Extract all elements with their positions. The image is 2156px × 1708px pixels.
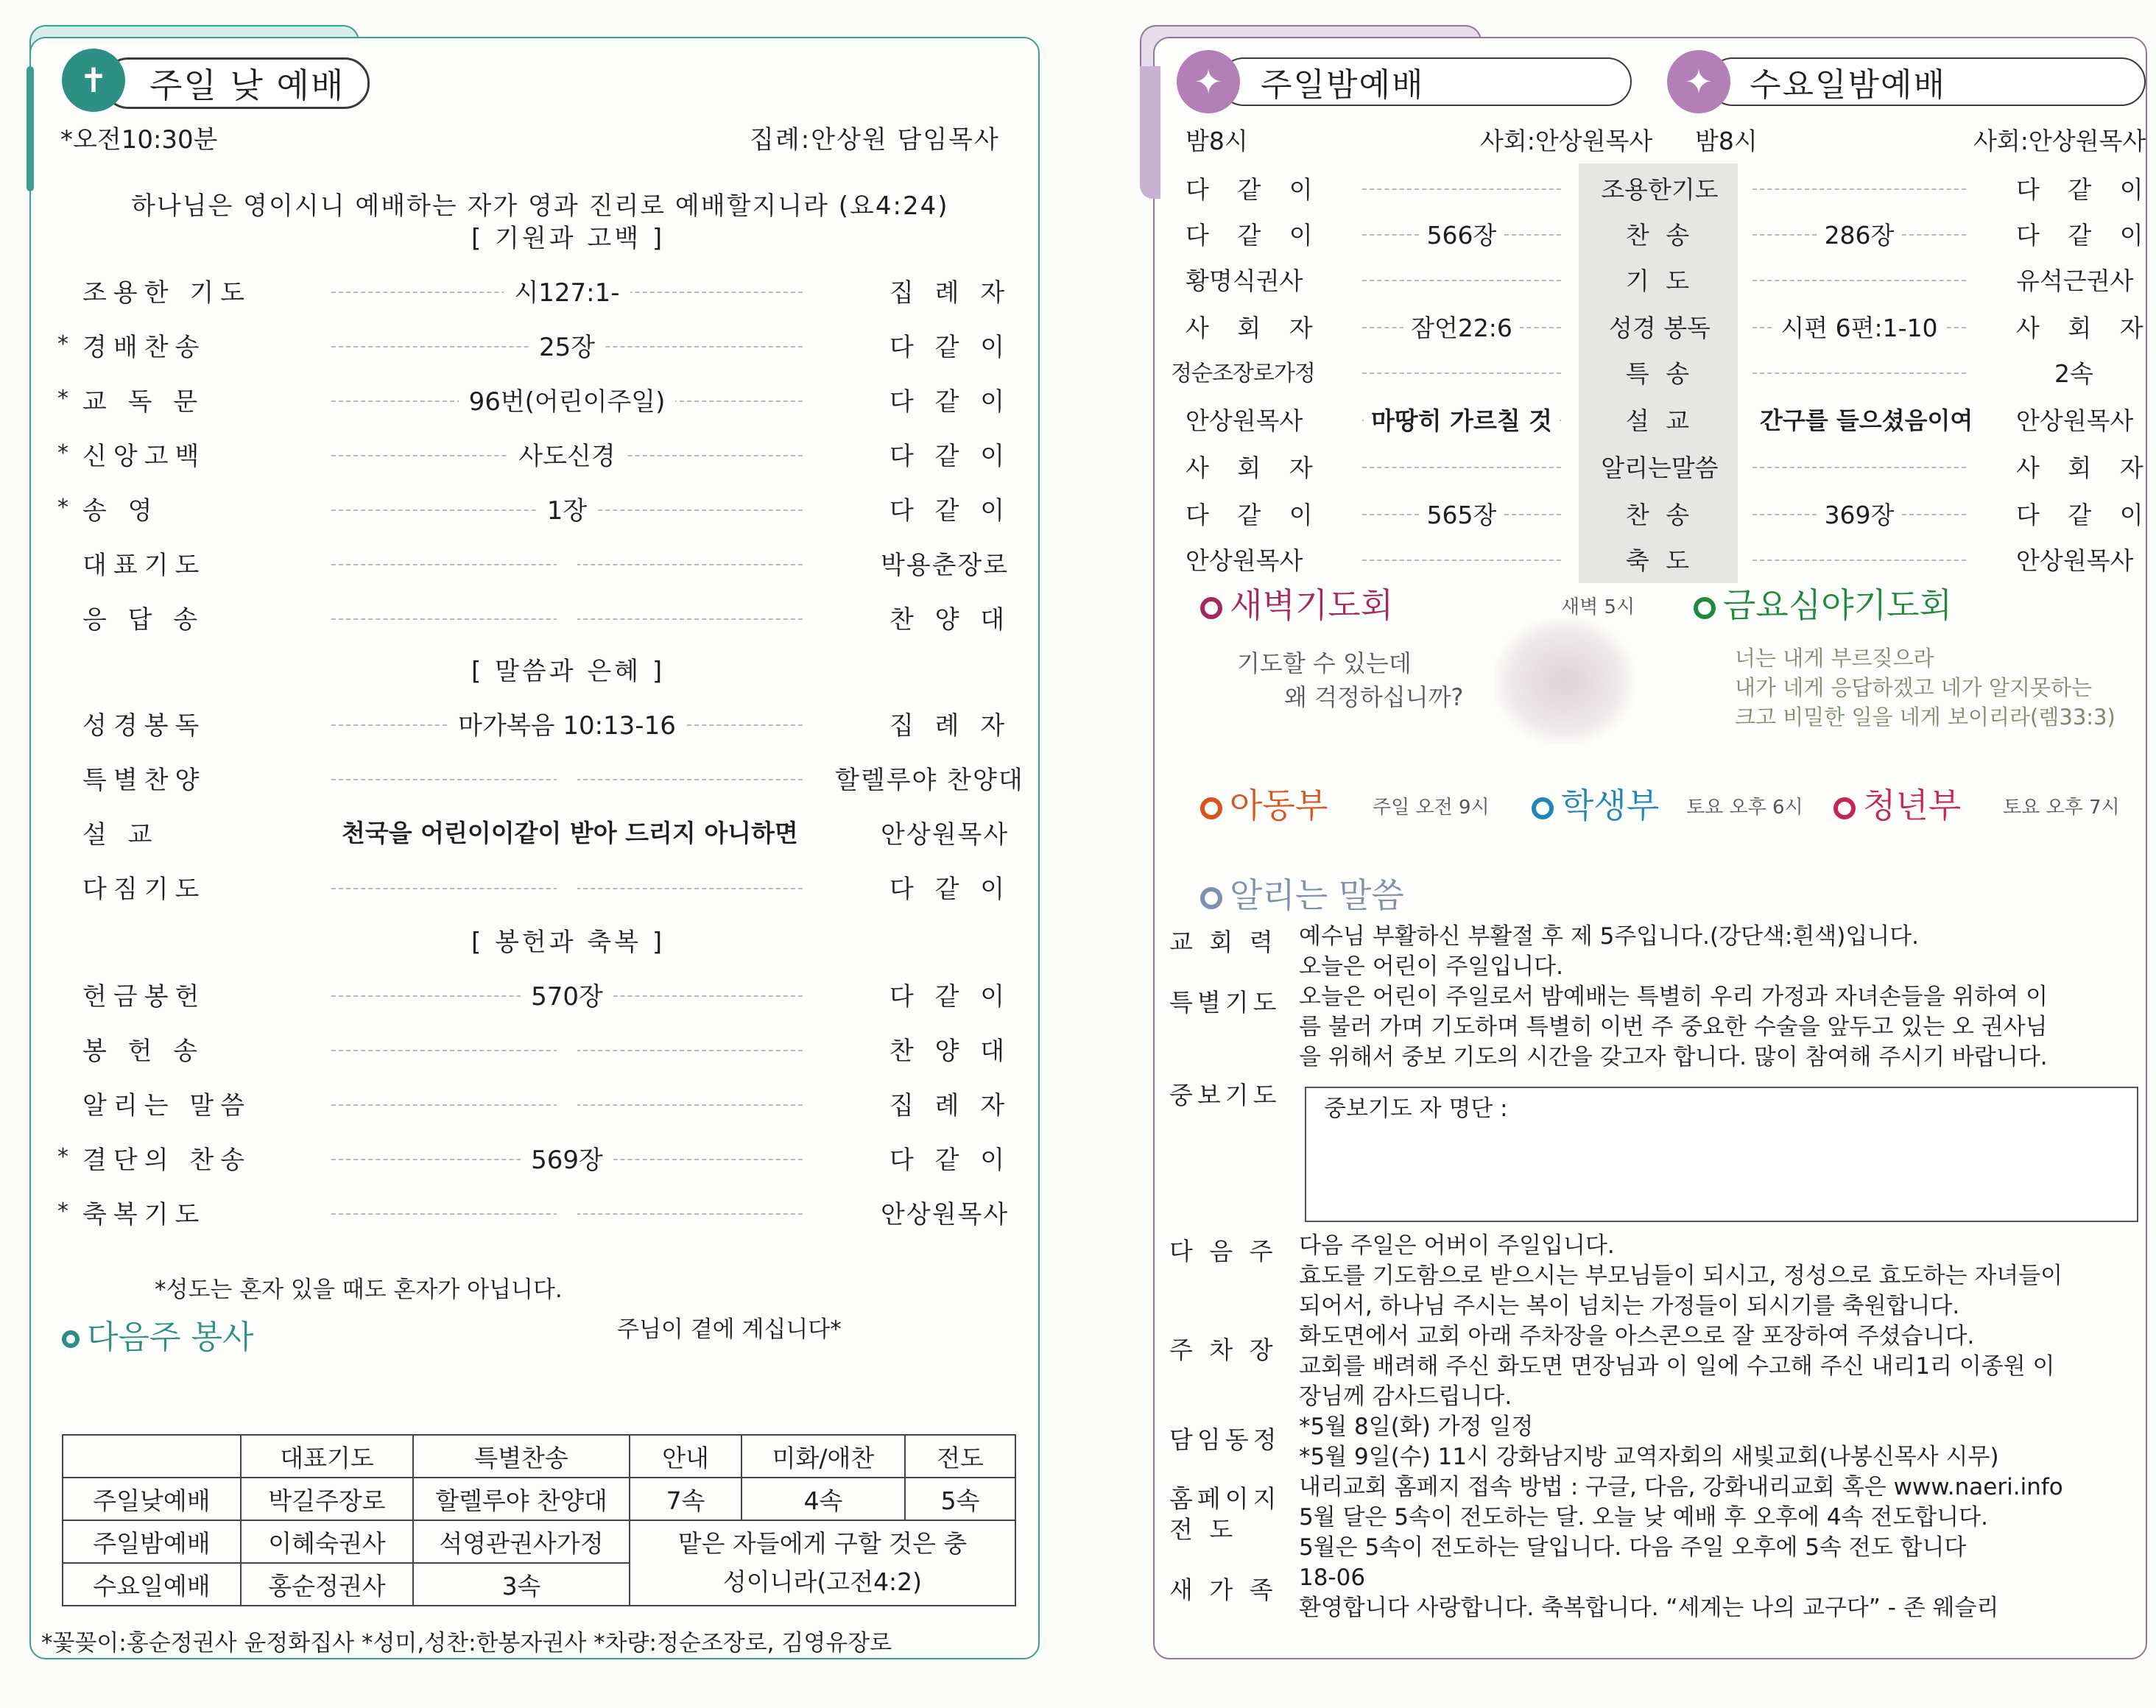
order-item-label: 특별찬양 [82, 766, 206, 795]
required-star-marker: * [57, 440, 68, 466]
order-item-detail: 569장 [521, 1146, 613, 1175]
wednesday-title-pill [1708, 57, 2146, 106]
ann-label-next-week: 다 음 주 [1169, 1237, 1278, 1266]
service-presider: 집례:안상원 담임목사 [750, 125, 1000, 155]
order-item-detail-wrap [331, 327, 803, 363]
sunday-night-leader: 다 같 이 [1186, 501, 1323, 529]
order-item-detail: 시127:1- [504, 278, 630, 308]
duty-row-song: 3속 [413, 1563, 630, 1606]
children-dept-time: 주일 오전 9시 [1373, 797, 1490, 819]
ann-label-special-prayer: 특별기도 [1169, 988, 1281, 1017]
circle-bullet-icon [1200, 887, 1222, 909]
order-item-detail: 96번(어린이주일) [459, 387, 676, 417]
evening-order-label: 기 도 [1625, 267, 1694, 295]
order-item-detail-wrap [331, 760, 803, 789]
sunday-night-leader: 다 같 이 [1186, 221, 1323, 250]
order-item-leader: 박용춘장로 [881, 551, 1010, 580]
dawn-prayer-title [1200, 579, 1393, 627]
evening-order-label: 알리는말씀 [1601, 454, 1719, 482]
order-item-detail-wrap [331, 490, 803, 526]
wednesday-detail [1752, 216, 1966, 251]
duty-row-name: 주일낮예배 [63, 1478, 241, 1520]
intercession-box [1305, 1087, 2138, 1222]
dotted-leader [1752, 467, 1966, 468]
announcements-title [1200, 869, 1404, 917]
friday-prayer-label: 금요심야기도회 [1723, 585, 1953, 625]
ann-homepage-line: 내리교회 홈페지 접속 방법 : 구글, 다음, 강화내리교회 혹은 www.naeri.info [1299, 1474, 2063, 1500]
wednesday-time: 밤8시 [1695, 127, 1758, 155]
order-item-label: 대표기도 [82, 551, 206, 580]
ann-special-prayer-line-2: 름 불러 가며 기도하며 특별히 이번 주 중요한 수술을 앞두고 있는 오 권사님 [1299, 1014, 2048, 1040]
friday-verse-2: 내가 네게 응답하겠고 네가 알지못하는 [1735, 675, 2093, 700]
required-star-marker: * [57, 386, 68, 412]
duty-header-song: 특별찬송 [413, 1435, 630, 1478]
duty-header-guide: 안내 [630, 1435, 741, 1478]
friday-verse-1: 너는 내게 부르짖으라 [1735, 646, 1934, 671]
order-item-detail: 마가복음 10:13-16 [448, 711, 686, 741]
detail-text: 마땅히 가르칠 것 [1364, 406, 1560, 435]
ann-pastor-news-line-1: *5월 8일(화) 가정 일정 [1299, 1414, 1534, 1440]
circle-bullet-icon [1532, 797, 1554, 819]
duty-header-evangelism: 전도 [905, 1435, 1015, 1478]
ann-label-new-family: 새 가 족 [1169, 1575, 1278, 1604]
duty-row-song: 할렐루야 찬양대 [413, 1478, 630, 1520]
wednesday-leader: 다 같 이 [2016, 221, 2154, 250]
evening-order-label: 조용한기도 [1601, 175, 1719, 204]
duty-header-prayer: 대표기도 [241, 1435, 413, 1478]
order-item-leader: 찬 양 대 [889, 605, 1012, 635]
evening-order-label: 성경 봉독 [1608, 314, 1711, 342]
ann-evangelism-line-2: 5월은 5속이 전도하는 달입니다. 다음 주일 오후에 5속 전도 합니다 [1299, 1534, 1967, 1561]
order-item-label: 다짐기도 [82, 875, 206, 904]
left-panel-accent [27, 66, 34, 191]
order-item-detail: 25장 [529, 333, 605, 362]
sunday-night-detail [1362, 309, 1561, 344]
order-item-leader: 찬 양 대 [889, 1037, 1012, 1066]
student-dept-title [1532, 779, 1659, 827]
student-dept-label: 학생부 [1561, 786, 1660, 825]
evening-order-label: 축 도 [1625, 546, 1694, 575]
dawn-prayer-text-1: 기도할 수 있는데 [1237, 649, 1412, 677]
wednesday-leader: 다 같 이 [2016, 175, 2154, 204]
order-item-label: 응 답 송 [82, 605, 205, 635]
required-star-marker: * [57, 331, 68, 357]
ann-parking-line-2: 교회를 배려해 주신 화도면 면장님과 이 일에 수고해 주신 내리1리 이종원 이 [1299, 1353, 2055, 1380]
duty-table [62, 1434, 1016, 1606]
dawn-prayer-label: 새벽기도회 [1230, 585, 1394, 625]
ann-new-family-line-2: 환영합니다 사랑합니다. 축복합니다. “세계는 나의 교구다” - 존 웨슬리 [1299, 1595, 1999, 1621]
next-week-service-title [62, 1310, 254, 1358]
evening-order-label: 찬 송 [1625, 221, 1694, 250]
dotted-leader [1752, 280, 1966, 281]
dawn-prayer-text-2: 왜 걱정하십니까? [1284, 683, 1464, 711]
note-not-alone: *성도는 혼자 있을 때도 혼자가 아닙니다. [155, 1277, 563, 1303]
wednesday-detail [1752, 402, 1973, 436]
order-item-leader: 다 같 이 [889, 496, 1012, 526]
dove-emblem-icon: ✦ [1667, 50, 1730, 113]
order-item-detail [557, 1031, 577, 1060]
sunday-night-title: 주일밤예배 [1261, 66, 1425, 104]
order-item-leader: 다 같 이 [889, 982, 1012, 1012]
detail-text: 286장 [1817, 221, 1902, 250]
ann-calendar-line-1: 예수님 부활하신 부활절 후 제 5주입니다.(강단색:흰색)입니다. [1299, 923, 1920, 950]
order-item-detail-wrap [331, 976, 803, 1012]
detail-text: 566장 [1420, 221, 1504, 250]
order-item-label: 설 교 [82, 820, 159, 850]
section-offering: [ 봉헌과 축복 ] [471, 928, 666, 957]
order-item-detail-wrap [331, 705, 803, 741]
sunday-night-detail [1362, 496, 1561, 531]
order-item-label: 조용한 기도 [82, 278, 252, 308]
sunday-night-title-pill [1219, 57, 1632, 106]
order-item-label: 경배찬송 [82, 333, 206, 362]
order-item-detail [557, 599, 577, 629]
ann-special-prayer-line-1: 오늘은 어린이 주일로서 밤예배는 특별히 우리 가정과 자녀손들을 위하여 이 [1299, 984, 2048, 1010]
detail-text: 369장 [1817, 501, 1902, 529]
required-star-marker: * [57, 1144, 68, 1170]
required-star-marker: * [57, 1199, 68, 1224]
duty-row-guide: 7속 [630, 1478, 741, 1520]
sunday-night-leader: 안상원목사 [1186, 546, 1303, 575]
order-item-detail-wrap [331, 599, 803, 629]
order-item-leader: 다 같 이 [889, 387, 1012, 417]
sunday-morning-title: 주일 낮 예배 [149, 66, 345, 105]
circle-bullet-icon [62, 1330, 80, 1348]
children-dept-title [1200, 779, 1328, 827]
sunday-night-leader: 사 회 자 [1186, 454, 1323, 482]
cross-emblem-icon: ✝ [62, 49, 125, 112]
duty-quote: 맡은 자들에게 구할 것은 충성이니라(고전4:2) [677, 1529, 968, 1596]
ann-label-evangelism: 전 도 [1169, 1515, 1238, 1544]
circle-bullet-icon [1694, 597, 1716, 619]
ann-label-pastor-news: 담임동정 [1169, 1425, 1281, 1454]
ann-next-week-line-2: 효도를 기도함으로 받으시는 부모님들이 되시고, 정성으로 효도하는 자녀들이 [1299, 1263, 2063, 1289]
order-item-label: 축복기도 [82, 1200, 206, 1229]
duty-row-evangelism: 5속 [905, 1478, 1015, 1520]
ann-label-intercession: 중보기도 [1169, 1081, 1281, 1109]
circle-bullet-icon [1833, 797, 1856, 819]
order-item-label: 신앙고백 [82, 442, 206, 471]
duty-row-prayer: 홍순정권사 [241, 1563, 413, 1606]
order-item-label: 헌금봉헌 [82, 982, 206, 1012]
ann-pastor-news-line-2: *5월 9일(수) 11시 강화남지방 교역자회의 새빛교회(나봉신목사 시무) [1299, 1444, 1999, 1470]
order-item-leader: 안상원목사 [881, 820, 1010, 850]
sunday-night-leader: 안상원목사 [1186, 406, 1303, 435]
ann-parking-line-3: 장님께 감사드립니다. [1299, 1383, 1512, 1410]
dotted-leader [1362, 467, 1561, 468]
friday-verse-3: 크고 비밀한 일을 네게 보이리라(렘33:3) [1735, 705, 2116, 730]
ann-calendar-line-2: 오늘은 어린이 주일입니다. [1299, 953, 1563, 980]
dotted-leader [1752, 560, 1966, 561]
order-item-detail-wrap [331, 1140, 803, 1176]
sunday-night-leader: 다 같 이 [1186, 175, 1323, 204]
order-item-detail [557, 1085, 577, 1115]
ann-next-week-line-3: 되어서, 하나님 주시는 복이 넘치는 가정들이 되시기를 축원합니다. [1299, 1293, 1960, 1319]
duty-row-song: 석영관권사가정 [413, 1520, 630, 1563]
duty-header-blank [63, 1435, 241, 1478]
ann-parking-line-1: 화도면에서 교회 아래 주차장을 아스콘으로 잘 포장하여 주셨습니다. [1299, 1323, 1975, 1349]
dotted-leader [1362, 280, 1561, 281]
duty-row-prayer: 이혜숙권사 [241, 1520, 413, 1563]
order-item-detail [557, 760, 577, 789]
order-item-detail-wrap [331, 1194, 803, 1224]
order-item-detail: 1장 [537, 496, 597, 526]
wednesday-leader: 안상원목사 [2016, 546, 2134, 575]
duty-quote-cell [630, 1520, 1015, 1606]
intercession-list-label: 중보기도 자 명단 : [1324, 1095, 1508, 1122]
sunday-night-detail [1362, 402, 1561, 437]
dotted-leader [1362, 188, 1561, 190]
dove-emblem-icon: ✦ [1177, 50, 1240, 113]
evening-order-label: 특 송 [1625, 359, 1694, 388]
order-item-leader: 할렐루야 찬양대 [835, 766, 1024, 795]
order-item-detail [557, 869, 577, 898]
wednesday-leader: 2속 [2054, 359, 2093, 388]
order-item-detail-wrap [331, 1085, 803, 1115]
ann-next-week-line-1: 다음 주일은 어버이 주일입니다. [1299, 1232, 1615, 1259]
wednesday-title: 수요일밤예배 [1750, 66, 1947, 104]
ann-new-family-line-1: 18-06 [1299, 1564, 1366, 1591]
wednesday-detail [1752, 309, 1966, 344]
duty-row-name: 수요일예배 [63, 1563, 241, 1606]
wednesday-leader: 다 같 이 [2016, 501, 2154, 529]
dotted-leader [1362, 373, 1561, 374]
note-lord-beside: 주님이 곁에 계십니다* [617, 1316, 842, 1343]
order-item-detail-wrap [331, 869, 803, 898]
duty-row-clean: 4속 [741, 1478, 905, 1520]
ann-label-parking: 주 차 장 [1169, 1335, 1278, 1364]
friday-prayer-title [1694, 579, 1952, 627]
sunday-night-leader: 사 회 자 [1186, 314, 1323, 342]
dotted-leader [1752, 188, 1966, 190]
order-item-leader: 집 례 자 [889, 1091, 1012, 1121]
order-item-leader: 다 같 이 [889, 333, 1012, 362]
detail-text: 565장 [1420, 501, 1504, 529]
duty-row-prayer: 박길주장로 [241, 1478, 413, 1520]
order-item-label: 결단의 찬송 [82, 1146, 252, 1175]
youth-dept-label: 청년부 [1863, 786, 1962, 825]
right-panel-accent [1140, 66, 1160, 199]
order-item-leader: 집 례 자 [889, 278, 1012, 308]
sunday-night-time: 밤8시 [1186, 127, 1248, 155]
sunday-morning-title-pill [103, 57, 370, 109]
order-item-leader: 다 같 이 [889, 875, 1012, 904]
evening-order-label: 찬 송 [1625, 501, 1694, 529]
order-item-detail-wrap [331, 381, 803, 417]
sunday-night-leader: 황명식권사 [1186, 267, 1303, 295]
order-item-leader: 다 같 이 [889, 442, 1012, 471]
order-item-label: 성경봉독 [82, 711, 206, 741]
dotted-leader [1752, 373, 1966, 374]
order-item-label: 봉 헌 송 [82, 1037, 205, 1066]
wednesday-leader: 유석근권사 [2016, 267, 2134, 295]
detail-text: 잠언22:6 [1403, 314, 1520, 342]
circle-bullet-icon [1200, 597, 1222, 619]
wednesday-host: 사회:안상원목사 [1973, 127, 2146, 155]
next-week-service-label: 다음주 봉사 [87, 1319, 254, 1356]
order-item-label: 송 영 [82, 496, 159, 526]
order-item-detail-wrap [331, 545, 803, 574]
youth-dept-title [1833, 779, 1961, 827]
sunday-night-detail [1362, 216, 1561, 251]
order-item-leader: 안상원목사 [881, 1200, 1010, 1229]
order-item-detail: 천국을 어린이이같이 받아 드리지 아니하면 [331, 819, 808, 847]
order-item-leader: 다 같 이 [889, 1146, 1012, 1175]
section-invocation: [ 기원과 고백 ] [471, 224, 666, 253]
sunday-night-host: 사회:안상원목사 [1480, 127, 1653, 155]
dotted-leader [1362, 560, 1561, 561]
order-item-detail-wrap [331, 814, 803, 849]
order-item-detail [557, 545, 577, 574]
order-item-detail: 사도신경 [508, 442, 625, 471]
student-dept-time: 토요 오후 6시 [1686, 797, 1803, 819]
evening-order-label: 설 교 [1625, 406, 1694, 435]
youth-dept-time: 토요 오후 7시 [2003, 797, 2120, 819]
order-item-detail-wrap [331, 436, 803, 472]
wednesday-leader: 안상원목사 [2016, 406, 2134, 435]
wednesday-detail [1752, 496, 1966, 531]
praying-hands-image [1495, 618, 1635, 744]
wednesday-leader: 사 회 자 [2016, 314, 2154, 342]
scripture-verse: 하나님은 영이시니 예배하는 자가 영과 진리로 예배할지니라 (요4:24) [131, 191, 949, 221]
order-item-leader: 집 례 자 [889, 711, 1012, 741]
order-item-label: 알리는 말씀 [82, 1091, 252, 1121]
sunday-night-leader: 정순조장로가정 [1171, 361, 1315, 387]
footer-volunteers: *꽃꽂이:홍순정권사 윤정화집사 *성미,성찬:한봉자권사 *차량:정순조장로, 김영유장로 [41, 1630, 892, 1656]
wednesday-leader: 사 회 자 [2016, 454, 2154, 482]
service-time: *오전10:30분 [60, 125, 218, 155]
ann-label-calendar: 교 회 력 [1169, 928, 1278, 956]
detail-text: 시편 6편:1-10 [1773, 314, 1945, 342]
circle-bullet-icon [1200, 797, 1222, 819]
duty-header-clean: 미화/애찬 [741, 1435, 905, 1478]
order-item-detail [557, 1194, 577, 1224]
ann-evangelism-line-1: 5월 달은 5속이 전도하는 달. 오늘 낮 예배 후 오후에 4속 전도합니다. [1299, 1504, 1988, 1531]
ann-special-prayer-line-3: 을 위해서 중보 기도의 시간을 갖고자 합니다. 많이 참여해 주시기 바랍니다. [1299, 1044, 2048, 1070]
ann-label-homepage: 홈페이지 [1169, 1484, 1281, 1513]
order-item-label: 교 독 문 [82, 387, 205, 417]
order-item-detail: 570장 [521, 982, 613, 1012]
duty-row-name: 주일밤예배 [63, 1520, 241, 1563]
required-star-marker: * [57, 495, 68, 520]
dawn-prayer-time: 새벽 5시 [1561, 596, 1635, 618]
announcements-label: 알리는 말씀 [1230, 875, 1404, 915]
order-item-detail-wrap [331, 272, 803, 308]
detail-text: 간구를 들으셨음이여 [1752, 406, 1980, 434]
order-item-detail-wrap [331, 1031, 803, 1060]
section-word: [ 말씀과 은혜 ] [471, 657, 666, 686]
children-dept-label: 아동부 [1230, 786, 1328, 825]
